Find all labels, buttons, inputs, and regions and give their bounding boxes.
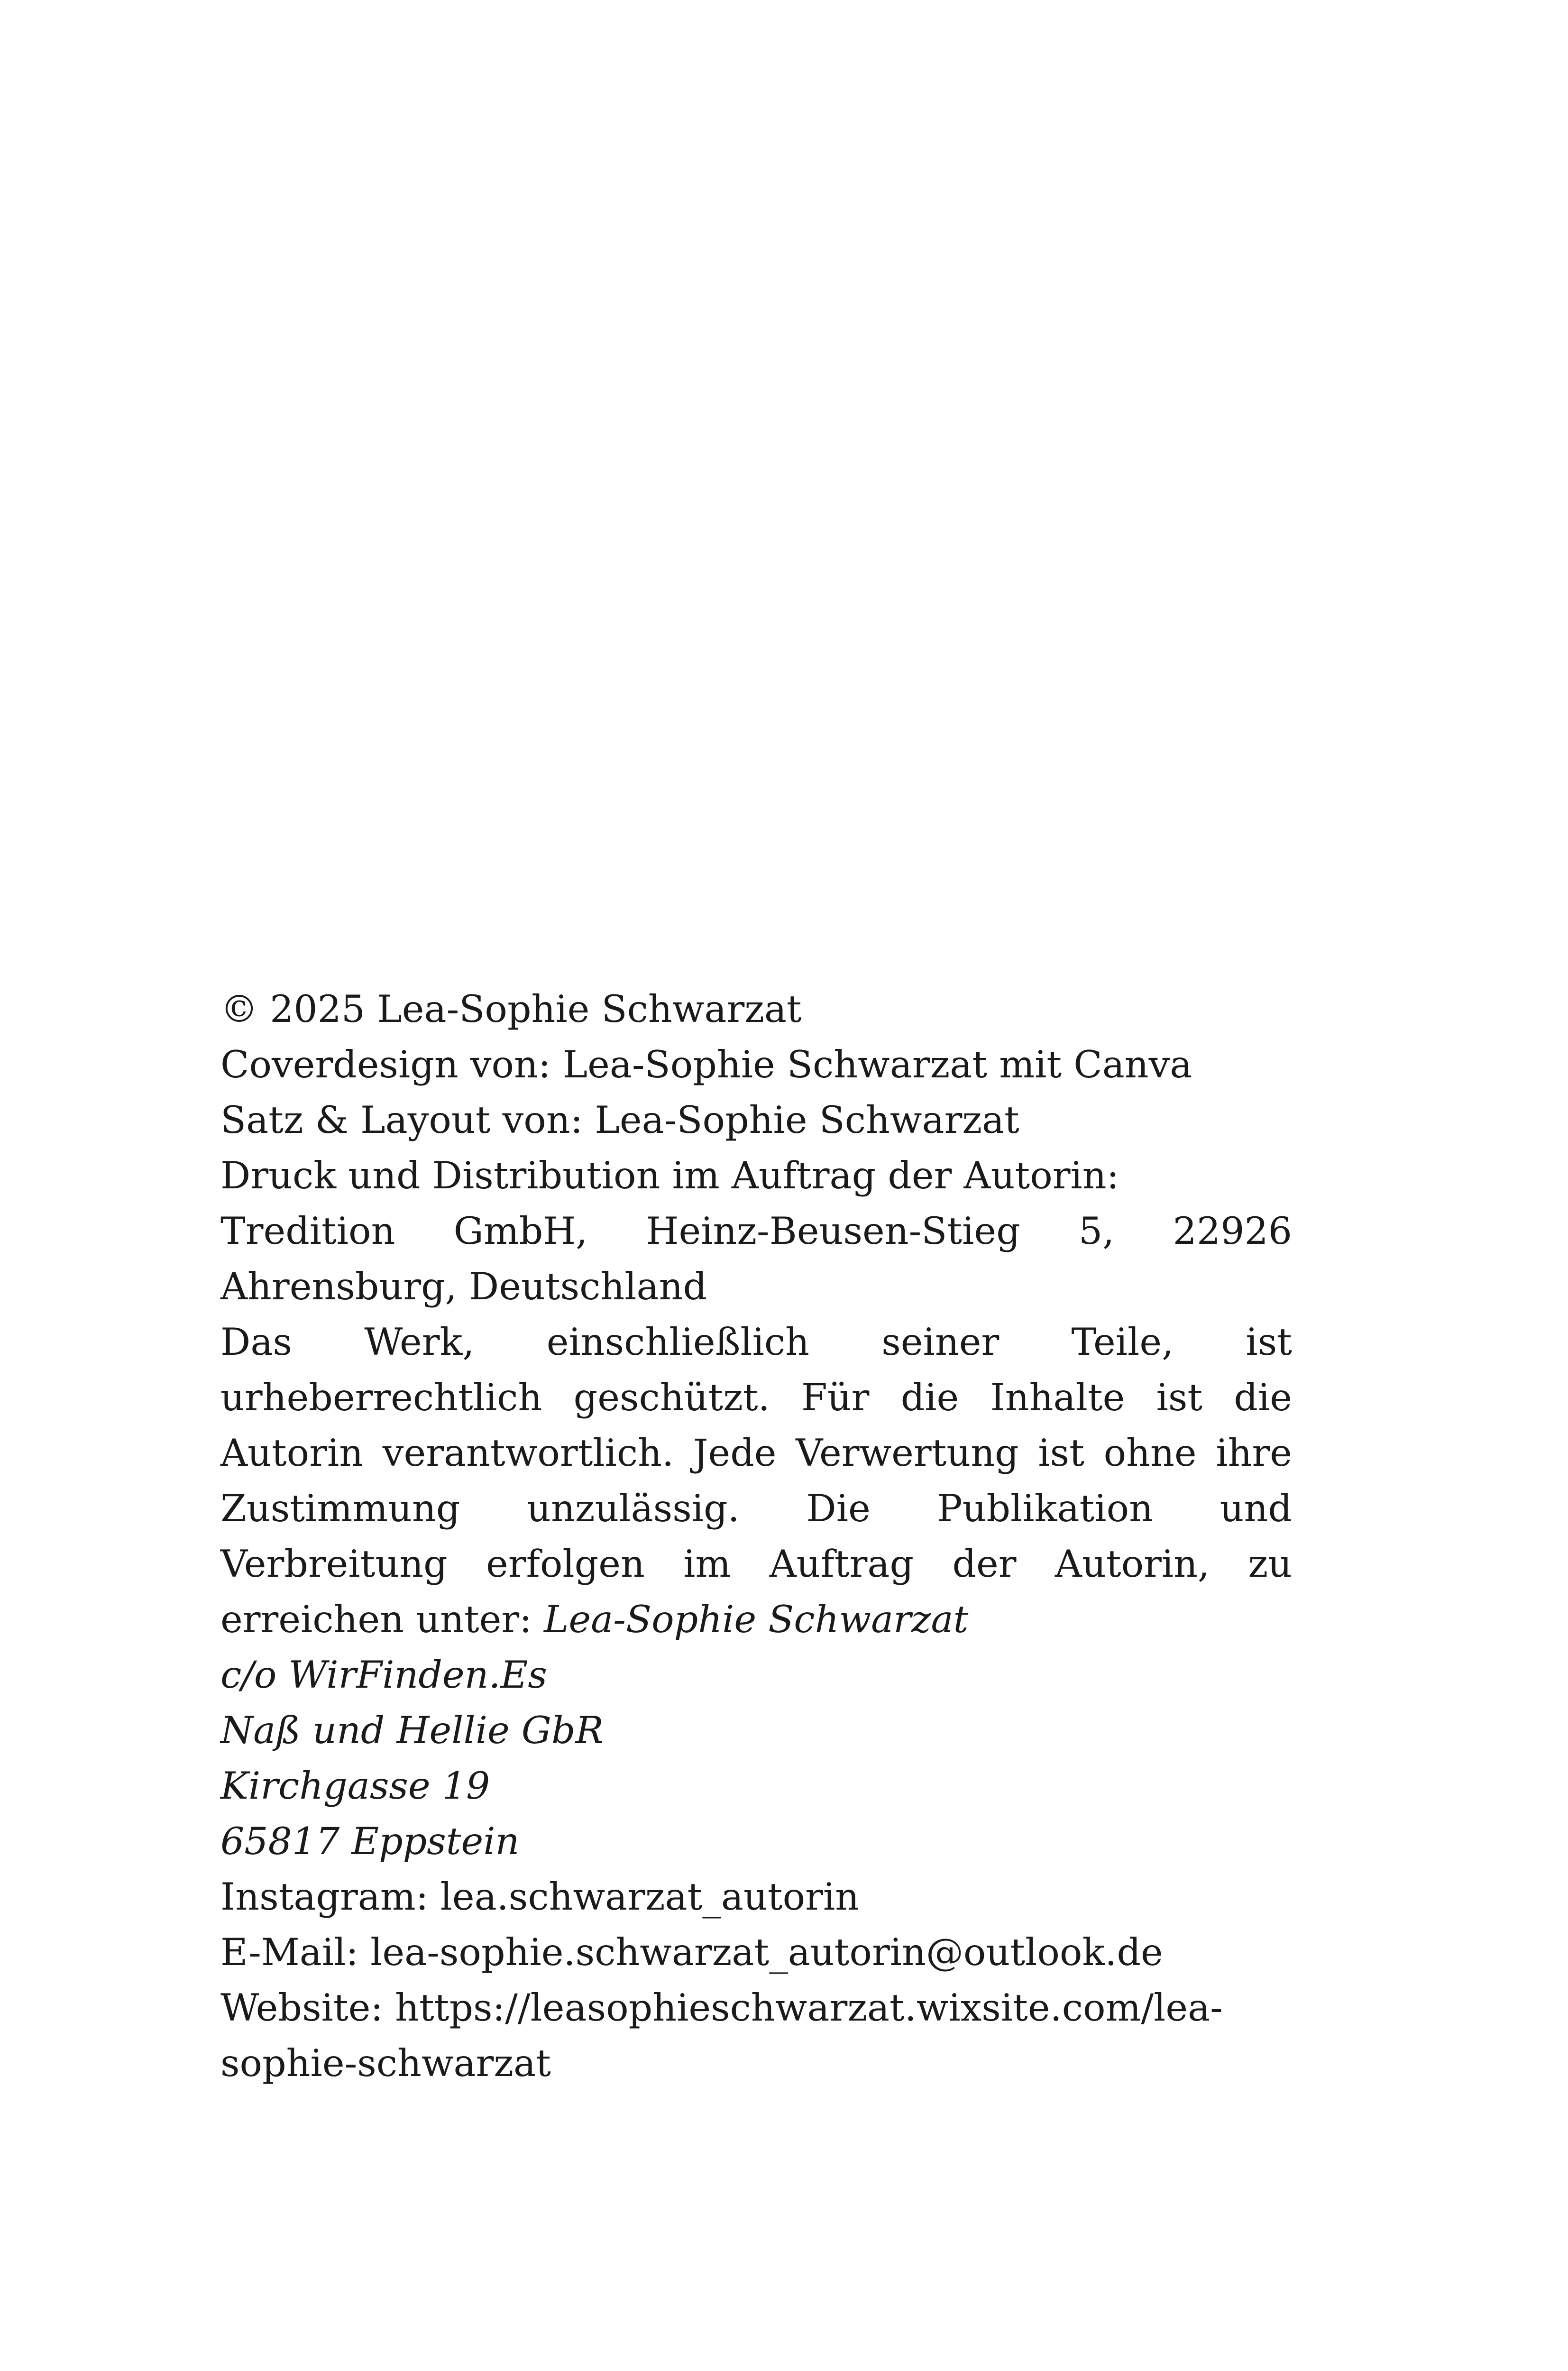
rights-text: Das Werk, einschließlich seiner Teile, ist urheberrechtlich geschützt. Für die Inhalte ist die Autorin verantwortlich. Jede Verwertung ist ohne ihre Zustimmung unzulässig. Die Publikation und Verbreitung erfolgen im Auftrag der Autorin, zu erreichen unter: [220, 1320, 1292, 1641]
copyright-line: © 2025 Lea-Sophie Schwarzat [220, 987, 802, 1031]
distribution-line: Druck und Distribution im Auftrag der Autorin: [220, 1154, 1119, 1197]
contact-name: Lea-Sophie Schwarzat [543, 1598, 969, 1641]
contact-city-line: 65817 Eppstein [220, 1820, 520, 1863]
imprint-block [220, 982, 1292, 2091]
cover-design-line: Coverdesign von: Lea-Sophie Schwarzat mit Canva [220, 1043, 1192, 1086]
instagram-line: Instagram: lea.schwarzat_autorin [220, 1875, 860, 1919]
contact-company-line: Naß und Hellie GbR [220, 1709, 604, 1752]
website-line-1: Website: https://leasophieschwarzat.wixsite.com/lea- [220, 1986, 1223, 2030]
email-line: E-Mail: lea-sophie.schwarzat_autorin@outlook.de [220, 1930, 1163, 1974]
publisher-address-line-1: Tredition GmbH, Heinz-Beusen-Stieg 5, 22926 [220, 1209, 1292, 1253]
contact-street-line: Kirchgasse 19 [220, 1764, 490, 1808]
publisher-address-line-2: Ahrensburg, Deutschland [220, 1265, 707, 1308]
typesetting-line: Satz & Layout von: Lea-Sophie Schwarzat [220, 1098, 1019, 1142]
rights-paragraph [220, 1314, 1292, 1647]
website-line-2: sophie-schwarzat [220, 2041, 551, 2085]
contact-co-line: c/o WirFinden.Es [220, 1653, 547, 1697]
